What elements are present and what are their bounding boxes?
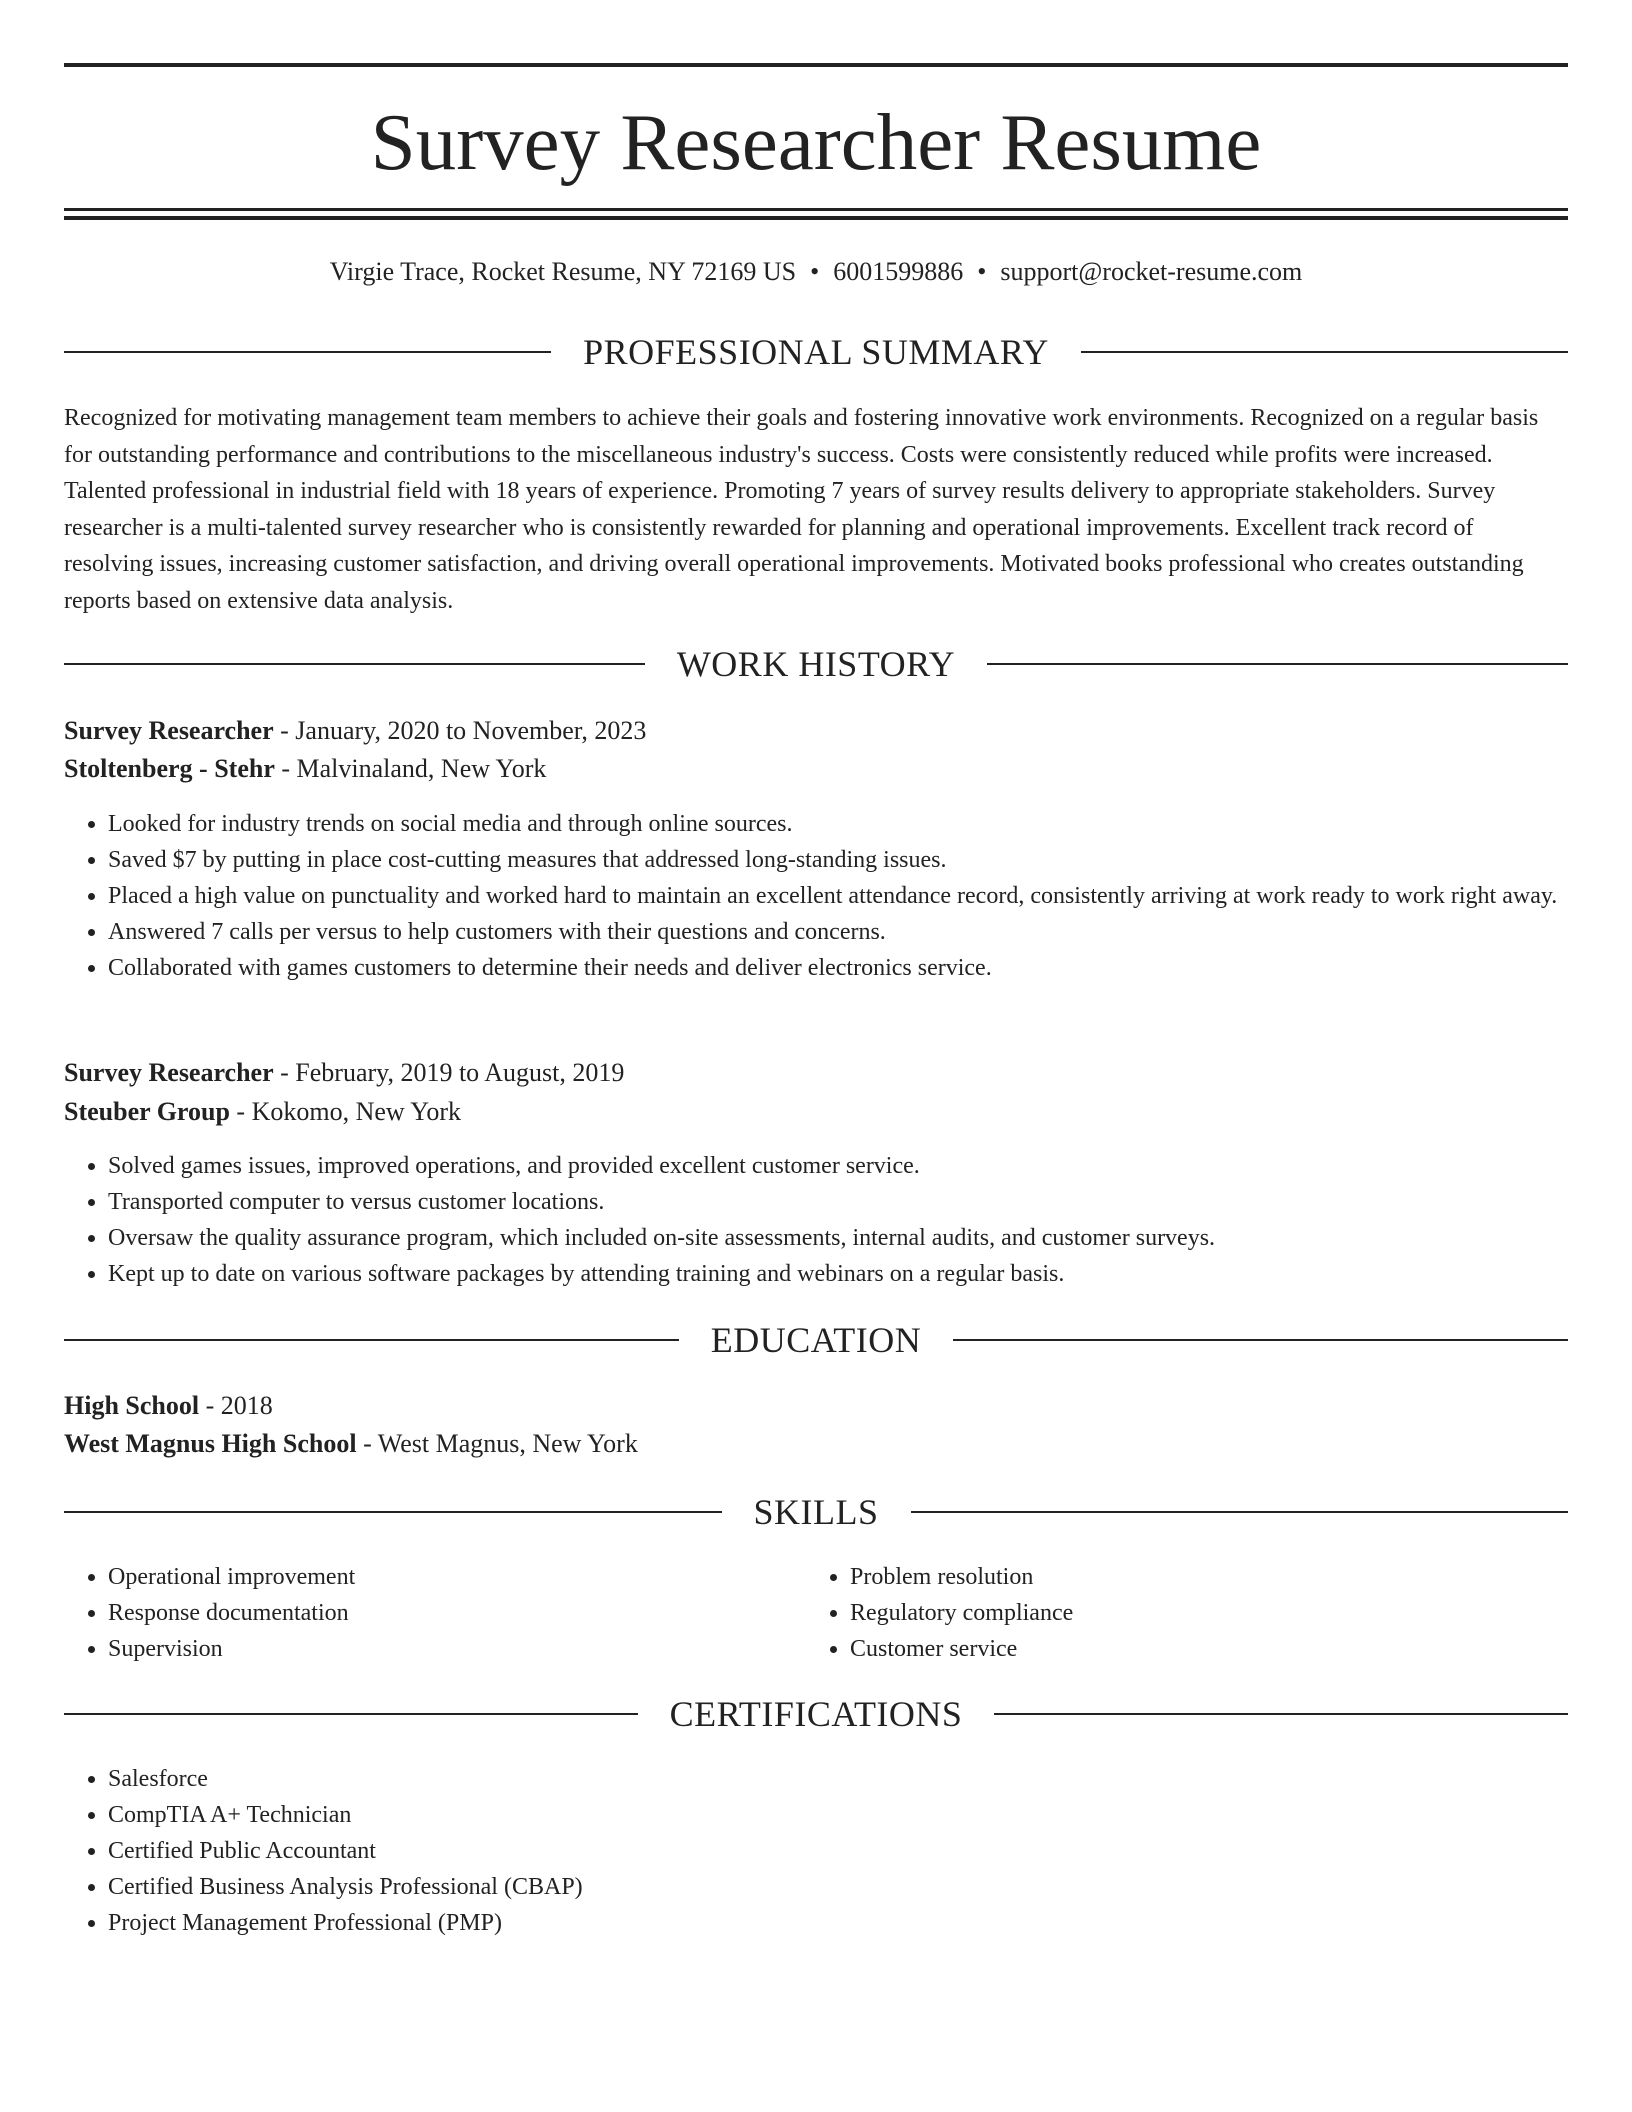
title-double-rule <box>64 208 1568 220</box>
contact-phone: 6001599886 <box>833 257 964 286</box>
job-title-line <box>64 713 1568 749</box>
skill-item: • Supervision <box>108 1631 808 1667</box>
section-heading-work-history <box>64 642 1568 686</box>
skill-item: • Regulatory compliance <box>850 1595 1550 1631</box>
section-heading-label: SKILLS <box>753 1492 879 1532</box>
heading-rule <box>64 351 551 353</box>
heading-rule <box>994 1713 1568 1715</box>
job-bullet: • Kept up to date on various software packages by attending training and webinars on a regular basis. <box>108 1256 1568 1292</box>
job-title: Survey Researcher <box>64 1058 274 1087</box>
certification-item: • Project Management Professional (PMP) <box>108 1905 1568 1941</box>
contact-email: support@rocket-resume.com <box>1000 257 1303 286</box>
job-dates: - January, 2020 to November, 2023 <box>273 716 647 745</box>
heading-rule <box>953 1339 1568 1341</box>
skill-item: • Response documentation <box>108 1595 808 1631</box>
job-bullet: • Transported computer to versus customer locations. <box>108 1184 1568 1220</box>
page-title: Survey Researcher Resume <box>370 97 1262 187</box>
job-company: Steuber Group <box>64 1097 230 1126</box>
job-bullet: • Looked for industry trends on social media and through online sources. <box>108 806 1568 842</box>
heading-rule <box>64 1511 722 1513</box>
skills-list-right <box>806 1559 1550 1667</box>
certifications-list <box>64 1761 1568 1941</box>
job-dates: - February, 2019 to August, 2019 <box>273 1058 625 1087</box>
contact-separator: • <box>977 257 987 286</box>
section-heading-summary <box>64 330 1568 374</box>
section-heading-education <box>64 1318 1568 1362</box>
job-title: Survey Researcher <box>64 716 274 745</box>
section-heading-certifications <box>64 1692 1568 1736</box>
job-bullets <box>64 1148 1568 1292</box>
certification-item: • CompTIA A+ Technician <box>108 1797 1568 1833</box>
job-bullet: • Collaborated with games customers to determine their needs and deliver electronics service. <box>108 950 1568 986</box>
job-title-line <box>64 1055 1568 1091</box>
education-degree-line <box>64 1388 1568 1424</box>
certification-item: • Certified Business Analysis Professional (CBAP) <box>108 1869 1568 1905</box>
job-bullet: • Placed a high value on punctuality and worked hard to maintain an excellent attendance record, consistently arriving at work ready to work right away. <box>108 878 1568 914</box>
job-bullet: • Oversaw the quality assurance program, which included on-site assessments, internal audits, and customer surveys. <box>108 1220 1568 1256</box>
job-location: - Malvinaland, New York <box>274 754 547 783</box>
heading-rule <box>64 1713 638 1715</box>
heading-rule <box>987 663 1568 665</box>
skill-item: • Customer service <box>850 1631 1550 1667</box>
job-company-line <box>64 751 1568 787</box>
job-company: Stoltenberg - Stehr <box>64 754 275 783</box>
education-location: - West Magnus, New York <box>356 1429 638 1458</box>
certification-item: • Salesforce <box>108 1761 1568 1797</box>
section-heading-label: EDUCATION <box>710 1320 922 1360</box>
contact-separator: • <box>810 257 820 286</box>
section-heading-label: WORK HISTORY <box>676 644 956 684</box>
job-bullet: • Saved $7 by putting in place cost-cutting measures that addressed long-standing issues. <box>108 842 1568 878</box>
job-company-line <box>64 1094 1568 1130</box>
certification-item: • Certified Public Accountant <box>108 1833 1568 1869</box>
skills-list-left <box>64 1559 808 1667</box>
job-bullet: • Solved games issues, improved operations, and provided excellent customer service. <box>108 1148 1568 1184</box>
section-heading-label: PROFESSIONAL SUMMARY <box>583 332 1049 372</box>
section-heading-label: CERTIFICATIONS <box>669 1694 963 1734</box>
job-bullet: • Answered 7 calls per versus to help customers with their questions and concerns. <box>108 914 1568 950</box>
contact-address: Virgie Trace, Rocket Resume, NY 72169 US <box>329 257 797 286</box>
skill-item: • Operational improvement <box>108 1559 808 1595</box>
education-year: - 2018 <box>199 1391 273 1420</box>
job-location: - Kokomo, New York <box>229 1097 462 1126</box>
skill-item: • Problem resolution <box>850 1559 1550 1595</box>
job-bullets <box>64 806 1568 986</box>
education-school: West Magnus High School <box>64 1429 357 1458</box>
heading-rule <box>64 663 645 665</box>
top-rule <box>64 63 1568 67</box>
summary-text: Recognized for motivating management team members to achieve their goals and fostering innovative work environments. Recognized on a regular basis for outstanding performance and contributions to the miscellaneous industry's success. Costs were consistently reduced while profits were increased. Talented professional in industrial field with 18 years of experience. Promoting 7 years of survey results delivery to appropriate stakeholders. Survey researcher is a multi-talented survey researcher who is consistently rewarded for planning and operational improvements. Excellent track record of resolving issues, increasing customer satisfaction, and driving overall operational improvements. Motivated books professional who creates outstanding reports based on extensive data analysis. <box>64 405 1539 614</box>
heading-rule <box>911 1511 1569 1513</box>
contact-line <box>64 254 1568 290</box>
education-school-line <box>64 1426 1568 1462</box>
education-degree: High School <box>64 1391 200 1420</box>
heading-rule <box>1081 351 1568 353</box>
section-heading-skills <box>64 1490 1568 1534</box>
heading-rule <box>64 1339 679 1341</box>
